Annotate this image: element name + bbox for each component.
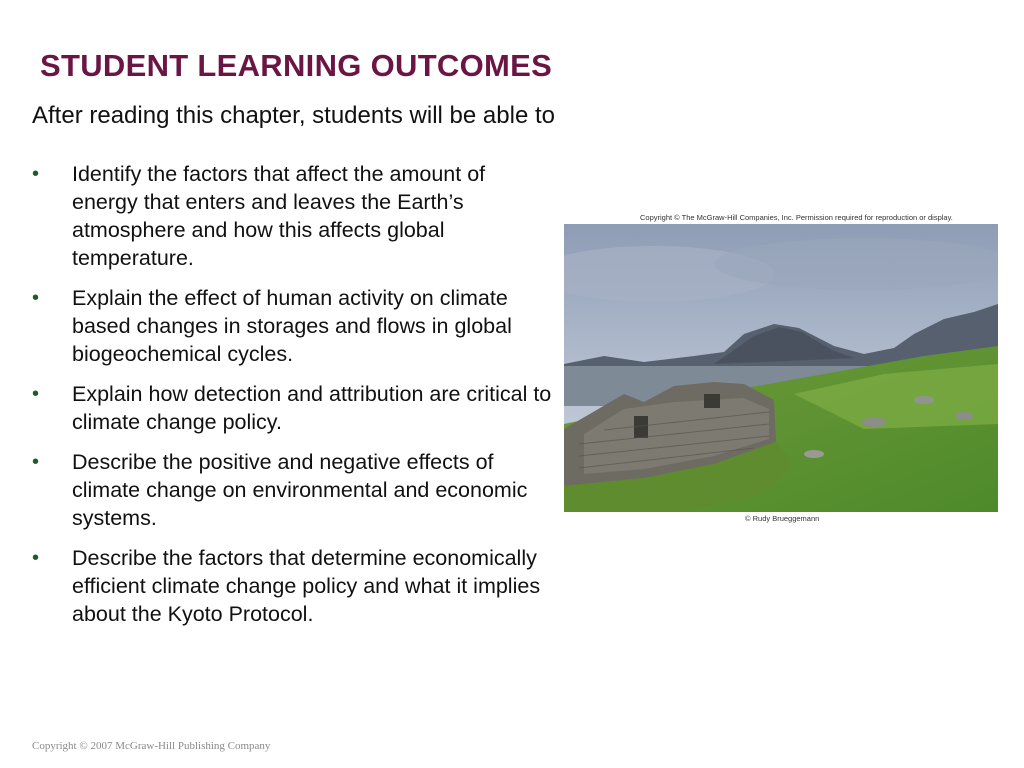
outcome-item [32,284,552,368]
bullet-icon: • [32,547,40,569]
landscape-photo-illustration [564,224,998,512]
bullet-icon: • [32,451,40,473]
outcome-item [32,380,552,436]
photo-copyright-notice: Copyright © The McGraw-Hill Companies, Inc. Permission required for reproduction or display. [640,213,953,222]
bullet-icon: • [32,287,40,309]
learning-outcomes-list [32,160,552,640]
outcome-text: Identify the factors that affect the amount of energy that enters and leaves the Earth’s atmosphere and how this affects global temperature. [72,162,486,270]
slide-title: STUDENT LEARNING OUTCOMES [40,48,553,83]
slide-intro: After reading this chapter, students will be able to [32,102,555,129]
outcome-text: Describe the factors that determine economically efficient climate change policy and what it implies about the Kyoto Protocol. [72,546,541,626]
bullet-icon: • [32,383,40,405]
landscape-photo [564,224,998,512]
outcome-text: Explain the effect of human activity on climate based changes in storages and flows in global biogeochemical cycles. [72,286,512,366]
outcome-text: Describe the positive and negative effects of climate change on environmental and economic systems. [72,450,528,530]
photo-credit: © Rudy Brueggemann [745,514,820,523]
bullet-icon: • [32,163,40,185]
footer-copyright: Copyright © 2007 McGraw-Hill Publishing Company [32,740,271,752]
outcome-item [32,448,552,532]
outcome-item [32,160,552,272]
outcome-item [32,544,552,628]
outcome-text: Explain how detection and attribution are critical to climate change policy. [72,382,552,434]
